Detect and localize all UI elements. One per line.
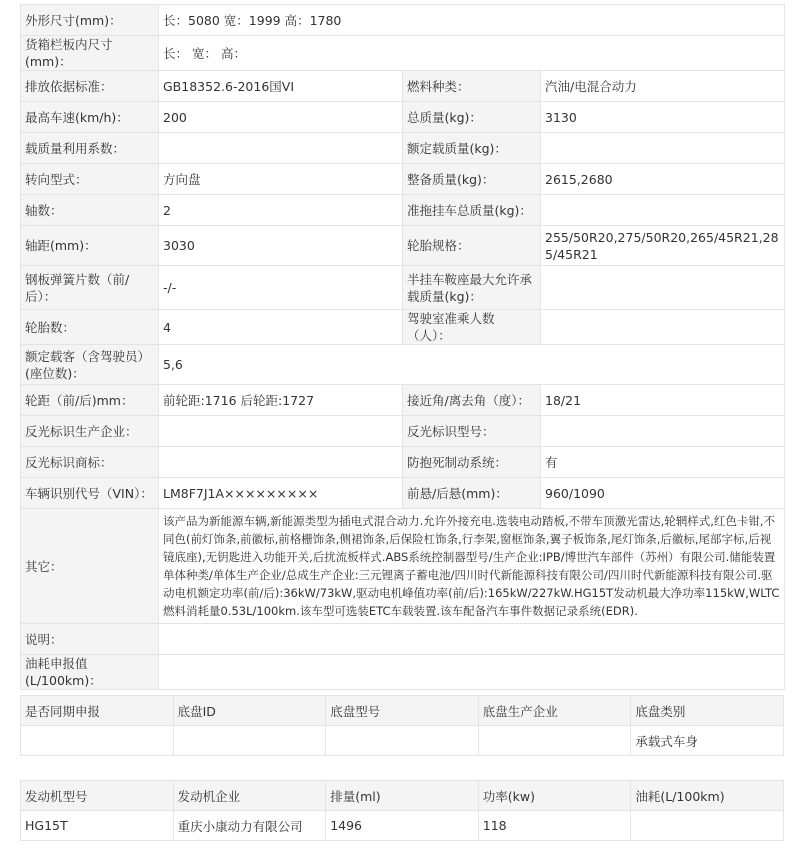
engine-cell xyxy=(631,811,784,841)
chassis-cell xyxy=(21,726,174,756)
trailer-mass-label: 准拖挂车总质量(kg)： xyxy=(403,195,541,226)
params-row xyxy=(21,624,785,655)
reflector-brand-label: 反光标识商标： xyxy=(21,447,159,478)
vin-value: LM8F7J1A××××××××× xyxy=(159,478,403,509)
cab-passengers-value xyxy=(541,310,785,345)
chassis-row xyxy=(21,726,784,756)
emission-standard-value: GB18352.6-2016国VI xyxy=(159,71,403,102)
tire-spec-label: 轮胎规格： xyxy=(403,226,541,266)
steering-value: 方向盘 xyxy=(159,164,403,195)
chassis-header-cell: 底盘ID xyxy=(173,696,326,726)
max-speed-label: 最高车速(km/h)： xyxy=(21,102,159,133)
engine-header-cell: 排量(ml) xyxy=(326,781,479,811)
params-row xyxy=(21,5,785,36)
engine-header-cell: 发动机企业 xyxy=(173,781,326,811)
overhang-label: 前悬/后悬(mm)： xyxy=(403,478,541,509)
reflector-maker-value xyxy=(159,416,403,447)
wheelbase-label: 轴距(mm)： xyxy=(21,226,159,266)
fuel-type-value: 汽油/电混合动力 xyxy=(541,71,785,102)
abs-value: 有 xyxy=(541,447,785,478)
leaf-springs-label: 钢板弹簧片数（前/后）： xyxy=(21,266,159,310)
params-row xyxy=(21,655,785,690)
approach-departure-value: 18/21 xyxy=(541,385,785,416)
curb-mass-value: 2615,2680 xyxy=(541,164,785,195)
chassis-header-cell: 底盘型号 xyxy=(326,696,479,726)
notes-label: 说明： xyxy=(21,624,159,655)
engine-table xyxy=(20,780,784,841)
max-speed-value: 200 xyxy=(159,102,403,133)
cargo-dimensions-label: 货箱栏板内尺寸(mm)： xyxy=(21,36,159,71)
track-value: 前轮距:1716 后轮距:1727 xyxy=(159,385,403,416)
engine-header-cell: 功率(kw) xyxy=(478,781,631,811)
trailer-mass-value xyxy=(541,195,785,226)
track-label: 轮距（前/后)mm： xyxy=(21,385,159,416)
rated-passengers-label: 额定载客（含驾驶员）(座位数)： xyxy=(21,345,159,385)
params-row xyxy=(21,310,785,345)
tire-spec-value: 255/50R20,275/50R20,265/45R21,285/45R21 xyxy=(541,226,785,266)
load-utilization-label: 载质量利用系数： xyxy=(21,133,159,164)
leaf-springs-value: -/- xyxy=(159,266,403,310)
total-mass-label: 总质量(kg)： xyxy=(403,102,541,133)
fifth-wheel-load-value xyxy=(541,266,785,310)
rated-load-label: 额定载质量(kg)： xyxy=(403,133,541,164)
chassis-table xyxy=(20,695,784,756)
params-row xyxy=(21,195,785,226)
wheelbase-value: 3030 xyxy=(159,226,403,266)
steering-label: 转向型式： xyxy=(21,164,159,195)
engine-row xyxy=(21,811,784,841)
engine-header-cell: 油耗(L/100km) xyxy=(631,781,784,811)
params-row xyxy=(21,133,785,164)
total-mass-value: 3130 xyxy=(541,102,785,133)
params-row xyxy=(21,478,785,509)
cab-passengers-label: 驾驶室准乘人数（人）： xyxy=(403,310,541,345)
chassis-header-cell: 底盘类别 xyxy=(631,696,784,726)
other-value: 该产品为新能源车辆,新能源类型为插电式混合动力.允许外接充电.选装电动踏板,不带车顶激光雷达,轮辋样式,红色卡钳,不同色(前灯饰条,前徽标,前格栅饰条,侧裙饰条,后保险杠饰条,行李架,窗框饰条,翼子板饰条,尾灯饰条,后徽标,尾部字标,后视镜底座),无钥匙进入功能开关,后扰流板样式.ABS系统控制器型号/生产企业:IPB/博世汽车部件（苏州）有限公司.储能装置单体种类/单体生产企业/总成生产企业:三元锂离子蓄电池/四川时代新能源科技有限公司/四川时代新能源科技有限公司.驱动电机额定功率(前/后):36kW/73kW,驱动电机峰值功率(前/后):165kW/227kW.HG15T发动机最大净功率115kW,WLTC燃料消耗量0.53L/100km.该车型可选装ETC车载装置.该车配备汽车事件数据记录系统(EDR). xyxy=(159,509,785,624)
params-row xyxy=(21,266,785,310)
tire-count-value: 4 xyxy=(159,310,403,345)
axles-value: 2 xyxy=(159,195,403,226)
engine-cell: HG15T xyxy=(21,811,174,841)
load-utilization-value xyxy=(159,133,403,164)
notes-value xyxy=(159,624,785,655)
vehicle-params-table xyxy=(20,4,785,690)
engine-cell: 118 xyxy=(478,811,631,841)
dimensions-value: 长：5080 宽：1999 高：1780 xyxy=(159,5,785,36)
rated-load-value xyxy=(541,133,785,164)
overhang-value: 960/1090 xyxy=(541,478,785,509)
chassis-cell xyxy=(326,726,479,756)
params-row xyxy=(21,164,785,195)
emission-standard-label: 排放依据标准： xyxy=(21,71,159,102)
engine-cell: 1496 xyxy=(326,811,479,841)
reflector-model-label: 反光标识型号： xyxy=(403,416,541,447)
params-row xyxy=(21,385,785,416)
vin-label: 车辆识别代号（VIN）： xyxy=(21,478,159,509)
params-row xyxy=(21,416,785,447)
rated-passengers-value: 5,6 xyxy=(159,345,785,385)
fuel-consumption-label: 油耗申报值(L/100km)： xyxy=(21,655,159,690)
chassis-cell xyxy=(173,726,326,756)
fuel-type-label: 燃料种类： xyxy=(403,71,541,102)
fifth-wheel-load-label: 半挂车鞍座最大允许承载质量(kg)： xyxy=(403,266,541,310)
params-row xyxy=(21,71,785,102)
params-row xyxy=(21,102,785,133)
other-label: 其它： xyxy=(21,509,159,624)
reflector-model-value xyxy=(541,416,785,447)
reflector-maker-label: 反光标识生产企业： xyxy=(21,416,159,447)
engine-header-cell: 发动机型号 xyxy=(21,781,174,811)
engine-header-row xyxy=(21,781,784,811)
chassis-cell: 承载式车身 xyxy=(631,726,784,756)
params-row xyxy=(21,36,785,71)
chassis-header-cell: 底盘生产企业 xyxy=(478,696,631,726)
engine-cell: 重庆小康动力有限公司 xyxy=(173,811,326,841)
fuel-consumption-value xyxy=(159,655,785,690)
approach-departure-label: 接近角/离去角（度）： xyxy=(403,385,541,416)
dimensions-label: 外形尺寸(mm)： xyxy=(21,5,159,36)
cargo-dimensions-value: 长： 宽： 高： xyxy=(159,36,785,71)
axles-label: 轴数： xyxy=(21,195,159,226)
params-row xyxy=(21,447,785,478)
params-row xyxy=(21,509,785,624)
params-row xyxy=(21,226,785,266)
chassis-header-row xyxy=(21,696,784,726)
chassis-cell xyxy=(478,726,631,756)
abs-label: 防抱死制动系统： xyxy=(403,447,541,478)
chassis-header-cell: 是否同期申报 xyxy=(21,696,174,726)
tire-count-label: 轮胎数： xyxy=(21,310,159,345)
params-row xyxy=(21,345,785,385)
curb-mass-label: 整备质量(kg)： xyxy=(403,164,541,195)
reflector-brand-value xyxy=(159,447,403,478)
